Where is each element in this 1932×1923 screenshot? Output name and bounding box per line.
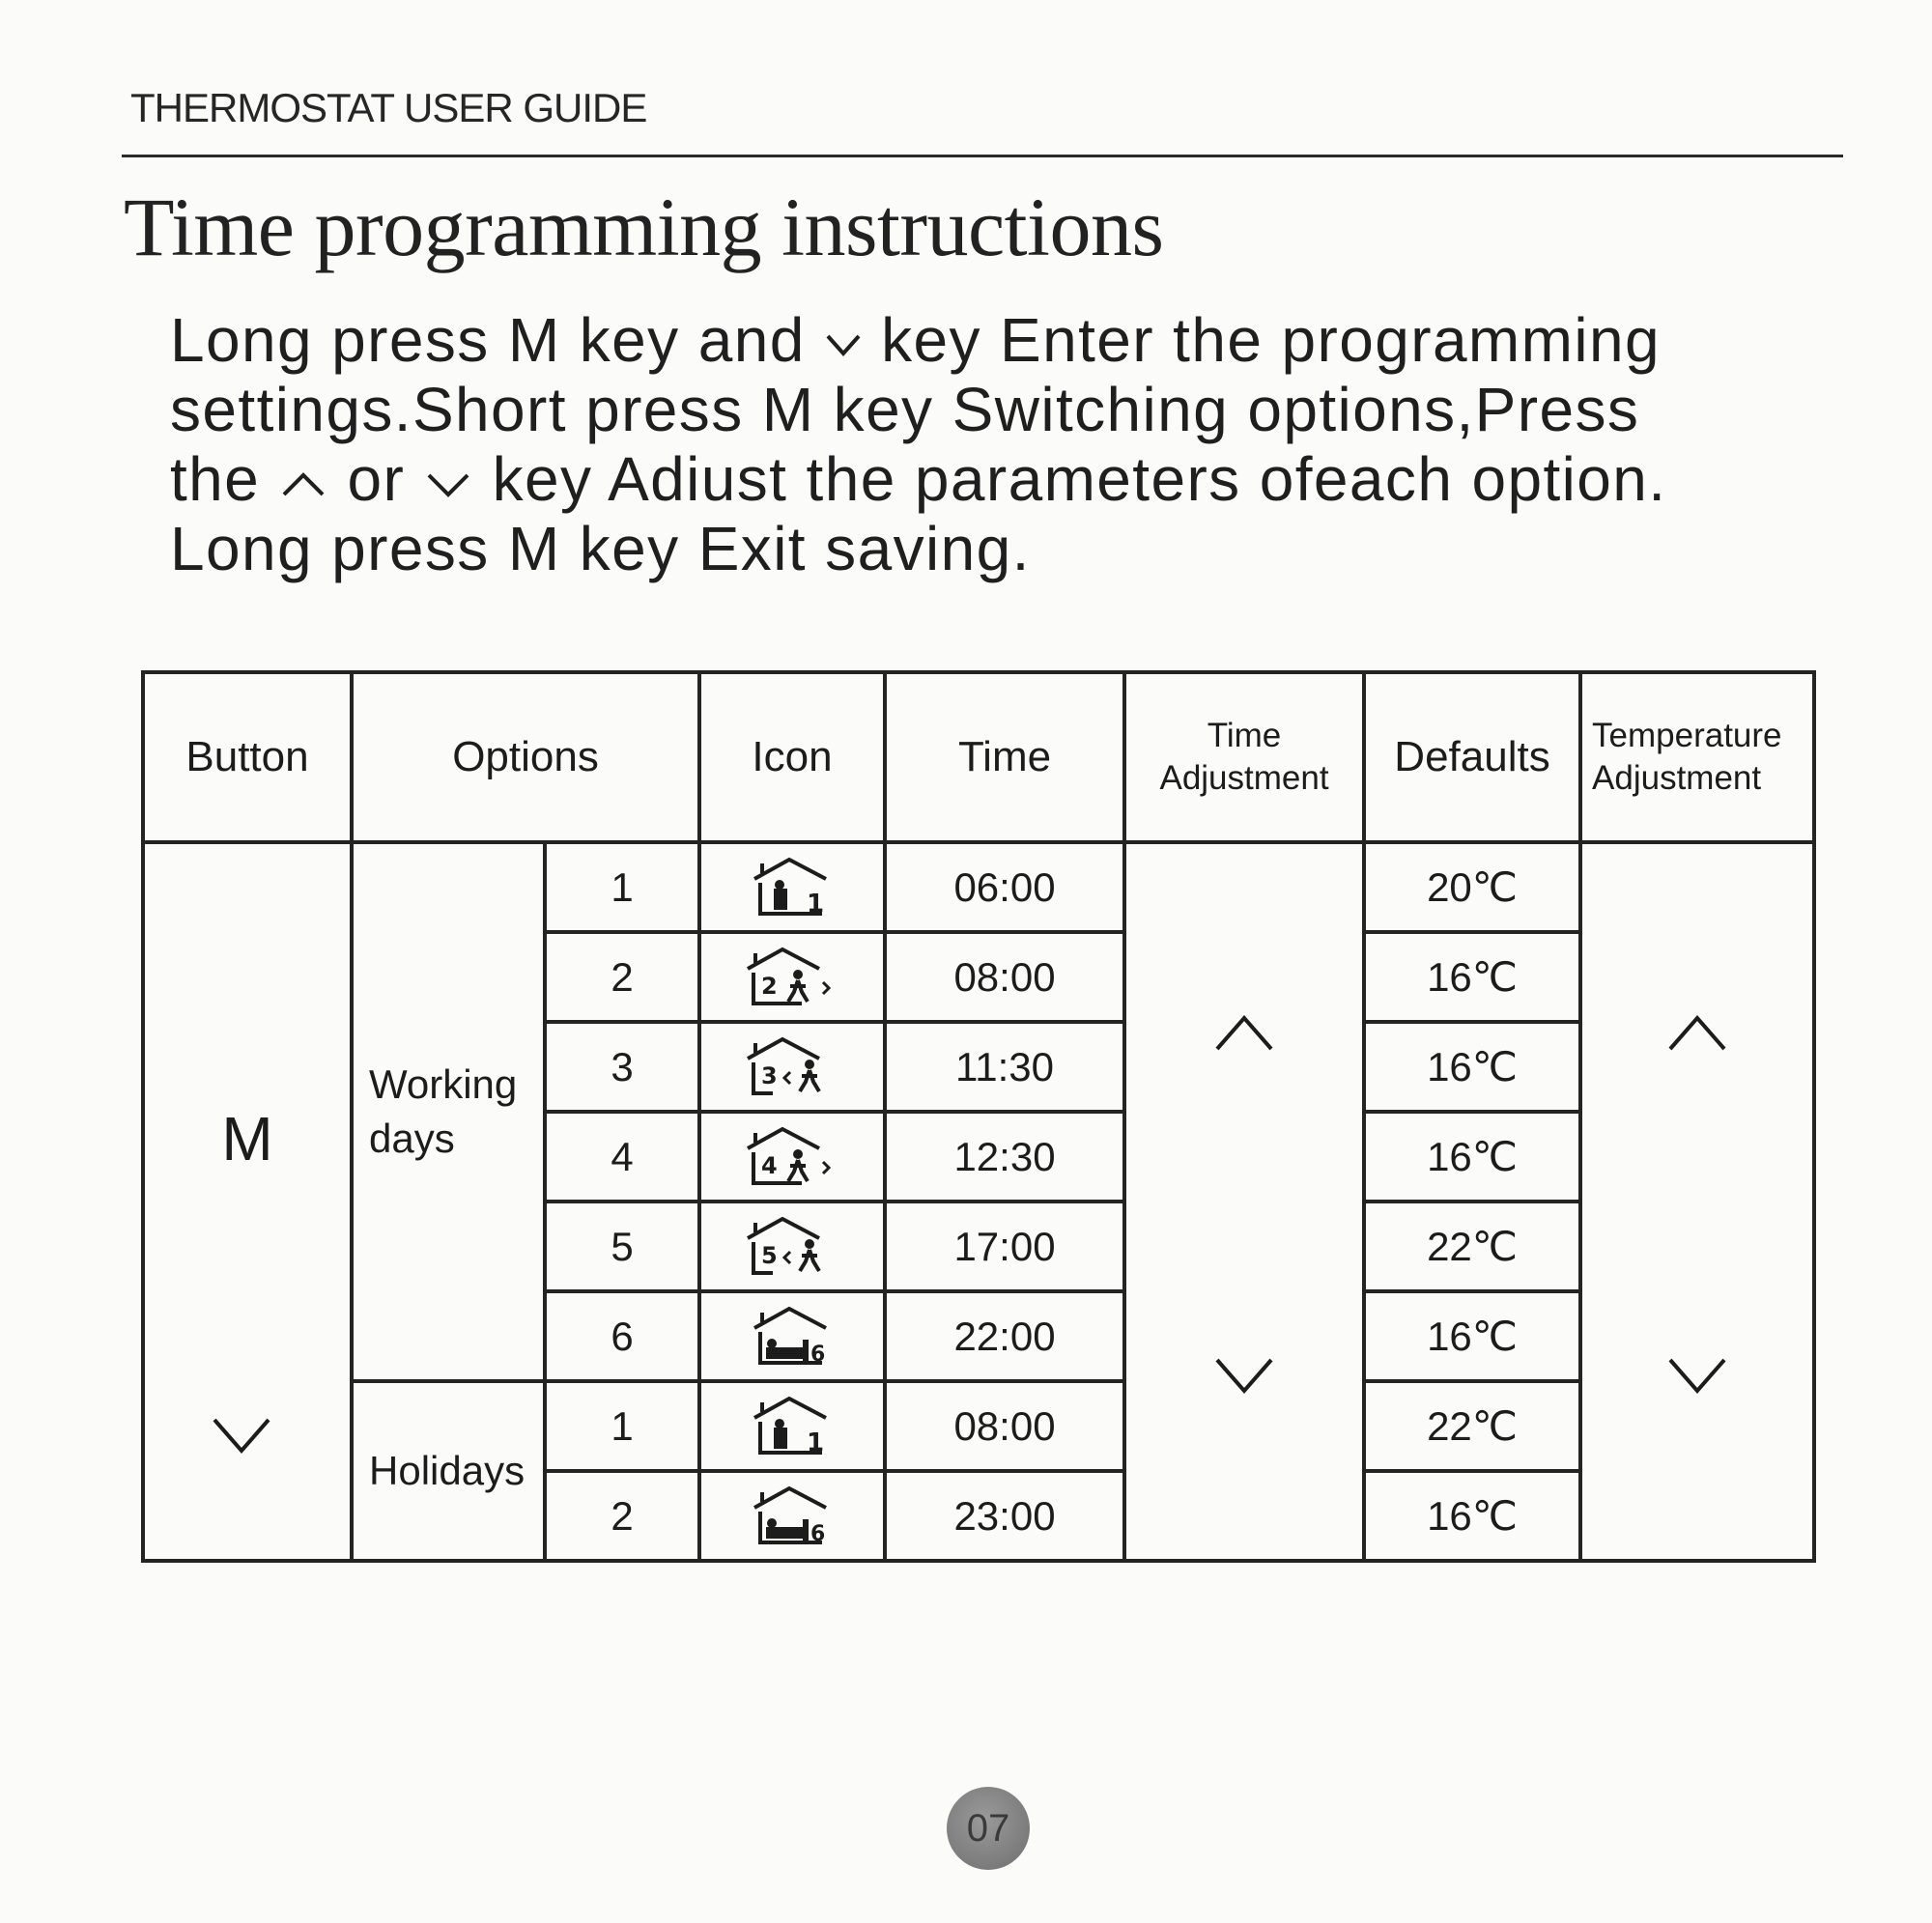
svg-text:3: 3 xyxy=(761,1061,778,1089)
time-value: 08:00 xyxy=(885,932,1124,1022)
button-cell xyxy=(143,842,352,1561)
time-value: 23:00 xyxy=(885,1471,1124,1561)
down-chevron-icon xyxy=(1213,1356,1275,1395)
page-number-badge: 07 xyxy=(947,1787,1030,1870)
instruction-text: Long press M key and xyxy=(170,305,806,375)
working-days-line1: Working xyxy=(369,1061,518,1107)
home-sitting-1-icon xyxy=(699,842,885,932)
svg-text:1: 1 xyxy=(807,889,825,919)
default-temperature: 20℃ xyxy=(1364,842,1580,932)
default-temperature: 22℃ xyxy=(1364,1202,1580,1291)
svg-text:6: 6 xyxy=(810,1342,826,1367)
header-icon: Icon xyxy=(699,672,885,842)
working-days-group xyxy=(352,842,545,1381)
svg-text:4: 4 xyxy=(761,1151,778,1179)
return-home-5-icon xyxy=(699,1202,885,1291)
table-row xyxy=(143,842,1814,932)
down-chevron-icon xyxy=(824,330,863,359)
guide-header: THERMOSTAT USER GUIDE xyxy=(130,85,647,130)
return-home-3-icon xyxy=(699,1022,885,1112)
header-temperature-adjustment-line2: Adjustment xyxy=(1592,759,1762,797)
holidays-group: Holidays xyxy=(352,1381,545,1561)
svg-text:2: 2 xyxy=(761,972,778,1000)
option-number: 2 xyxy=(545,932,699,1022)
working-days-line2: days xyxy=(369,1116,455,1161)
down-chevron-icon xyxy=(423,467,473,500)
option-number: 1 xyxy=(545,842,699,932)
instruction-text: key Adiust the parameters ofeach option. xyxy=(492,444,1667,514)
instruction-text: or xyxy=(347,444,406,514)
default-temperature: 16℃ xyxy=(1364,932,1580,1022)
svg-text:1: 1 xyxy=(807,1428,825,1457)
table-row xyxy=(143,1381,1814,1471)
default-temperature: 22℃ xyxy=(1364,1381,1580,1471)
time-value: 22:00 xyxy=(885,1291,1124,1381)
up-chevron-icon xyxy=(1666,1014,1728,1053)
up-chevron-icon xyxy=(278,467,328,500)
temperature-adjustment-cell xyxy=(1580,842,1814,1561)
instruction-line-3 xyxy=(170,444,1812,514)
header-button: Button xyxy=(143,672,352,842)
header-time-adjustment-line1: Time xyxy=(1207,717,1282,754)
time-value: 11:30 xyxy=(885,1022,1124,1112)
m-key-label: M xyxy=(221,1104,273,1174)
time-value: 17:00 xyxy=(885,1202,1124,1291)
default-temperature: 16℃ xyxy=(1364,1291,1580,1381)
svg-text:6: 6 xyxy=(810,1521,826,1546)
down-chevron-icon xyxy=(1666,1356,1728,1395)
home-sleep-6-icon xyxy=(699,1291,885,1381)
option-number: 4 xyxy=(545,1112,699,1202)
header-temperature-adjustment-line1: Temperature xyxy=(1592,717,1782,754)
header-time: Time xyxy=(885,672,1124,842)
default-temperature: 16℃ xyxy=(1364,1471,1580,1561)
home-sitting-1-icon xyxy=(699,1381,885,1471)
time-value: 08:00 xyxy=(885,1381,1124,1471)
option-number: 3 xyxy=(545,1022,699,1112)
table-header-row xyxy=(143,672,1814,842)
option-number: 2 xyxy=(545,1471,699,1561)
leave-home-4-icon xyxy=(699,1112,885,1202)
instruction-line-1 xyxy=(170,305,1812,375)
instruction-line-2: settings.Short press M key Switching options,Press xyxy=(170,375,1640,444)
default-temperature: 16℃ xyxy=(1364,1022,1580,1112)
time-value: 06:00 xyxy=(885,842,1124,932)
header-time-adjustment-line2: Adjustment xyxy=(1159,759,1329,797)
header-temperature-adjustment xyxy=(1580,672,1814,842)
header-options: Options xyxy=(352,672,699,842)
home-sleep-6-icon xyxy=(699,1471,885,1561)
header-defaults: Defaults xyxy=(1364,672,1580,842)
header-time-adjustment xyxy=(1124,672,1364,842)
option-number: 6 xyxy=(545,1291,699,1381)
programming-table xyxy=(141,670,1816,1563)
up-chevron-icon xyxy=(1213,1014,1275,1053)
svg-text:5: 5 xyxy=(761,1241,778,1269)
time-value: 12:30 xyxy=(885,1112,1124,1202)
down-chevron-icon xyxy=(211,1416,272,1455)
page-title: Time programming instructions xyxy=(124,181,1164,273)
header-divider xyxy=(122,155,1843,157)
instruction-line-4: Long press M key Exit saving. xyxy=(170,514,1031,583)
time-adjustment-cell xyxy=(1124,842,1364,1561)
option-number: 5 xyxy=(545,1202,699,1291)
instructions-paragraph xyxy=(170,305,1812,583)
default-temperature: 16℃ xyxy=(1364,1112,1580,1202)
leave-home-2-icon xyxy=(699,932,885,1022)
option-number: 1 xyxy=(545,1381,699,1471)
instruction-text: the xyxy=(170,444,261,514)
instruction-text: key Enter the programming xyxy=(881,305,1661,375)
